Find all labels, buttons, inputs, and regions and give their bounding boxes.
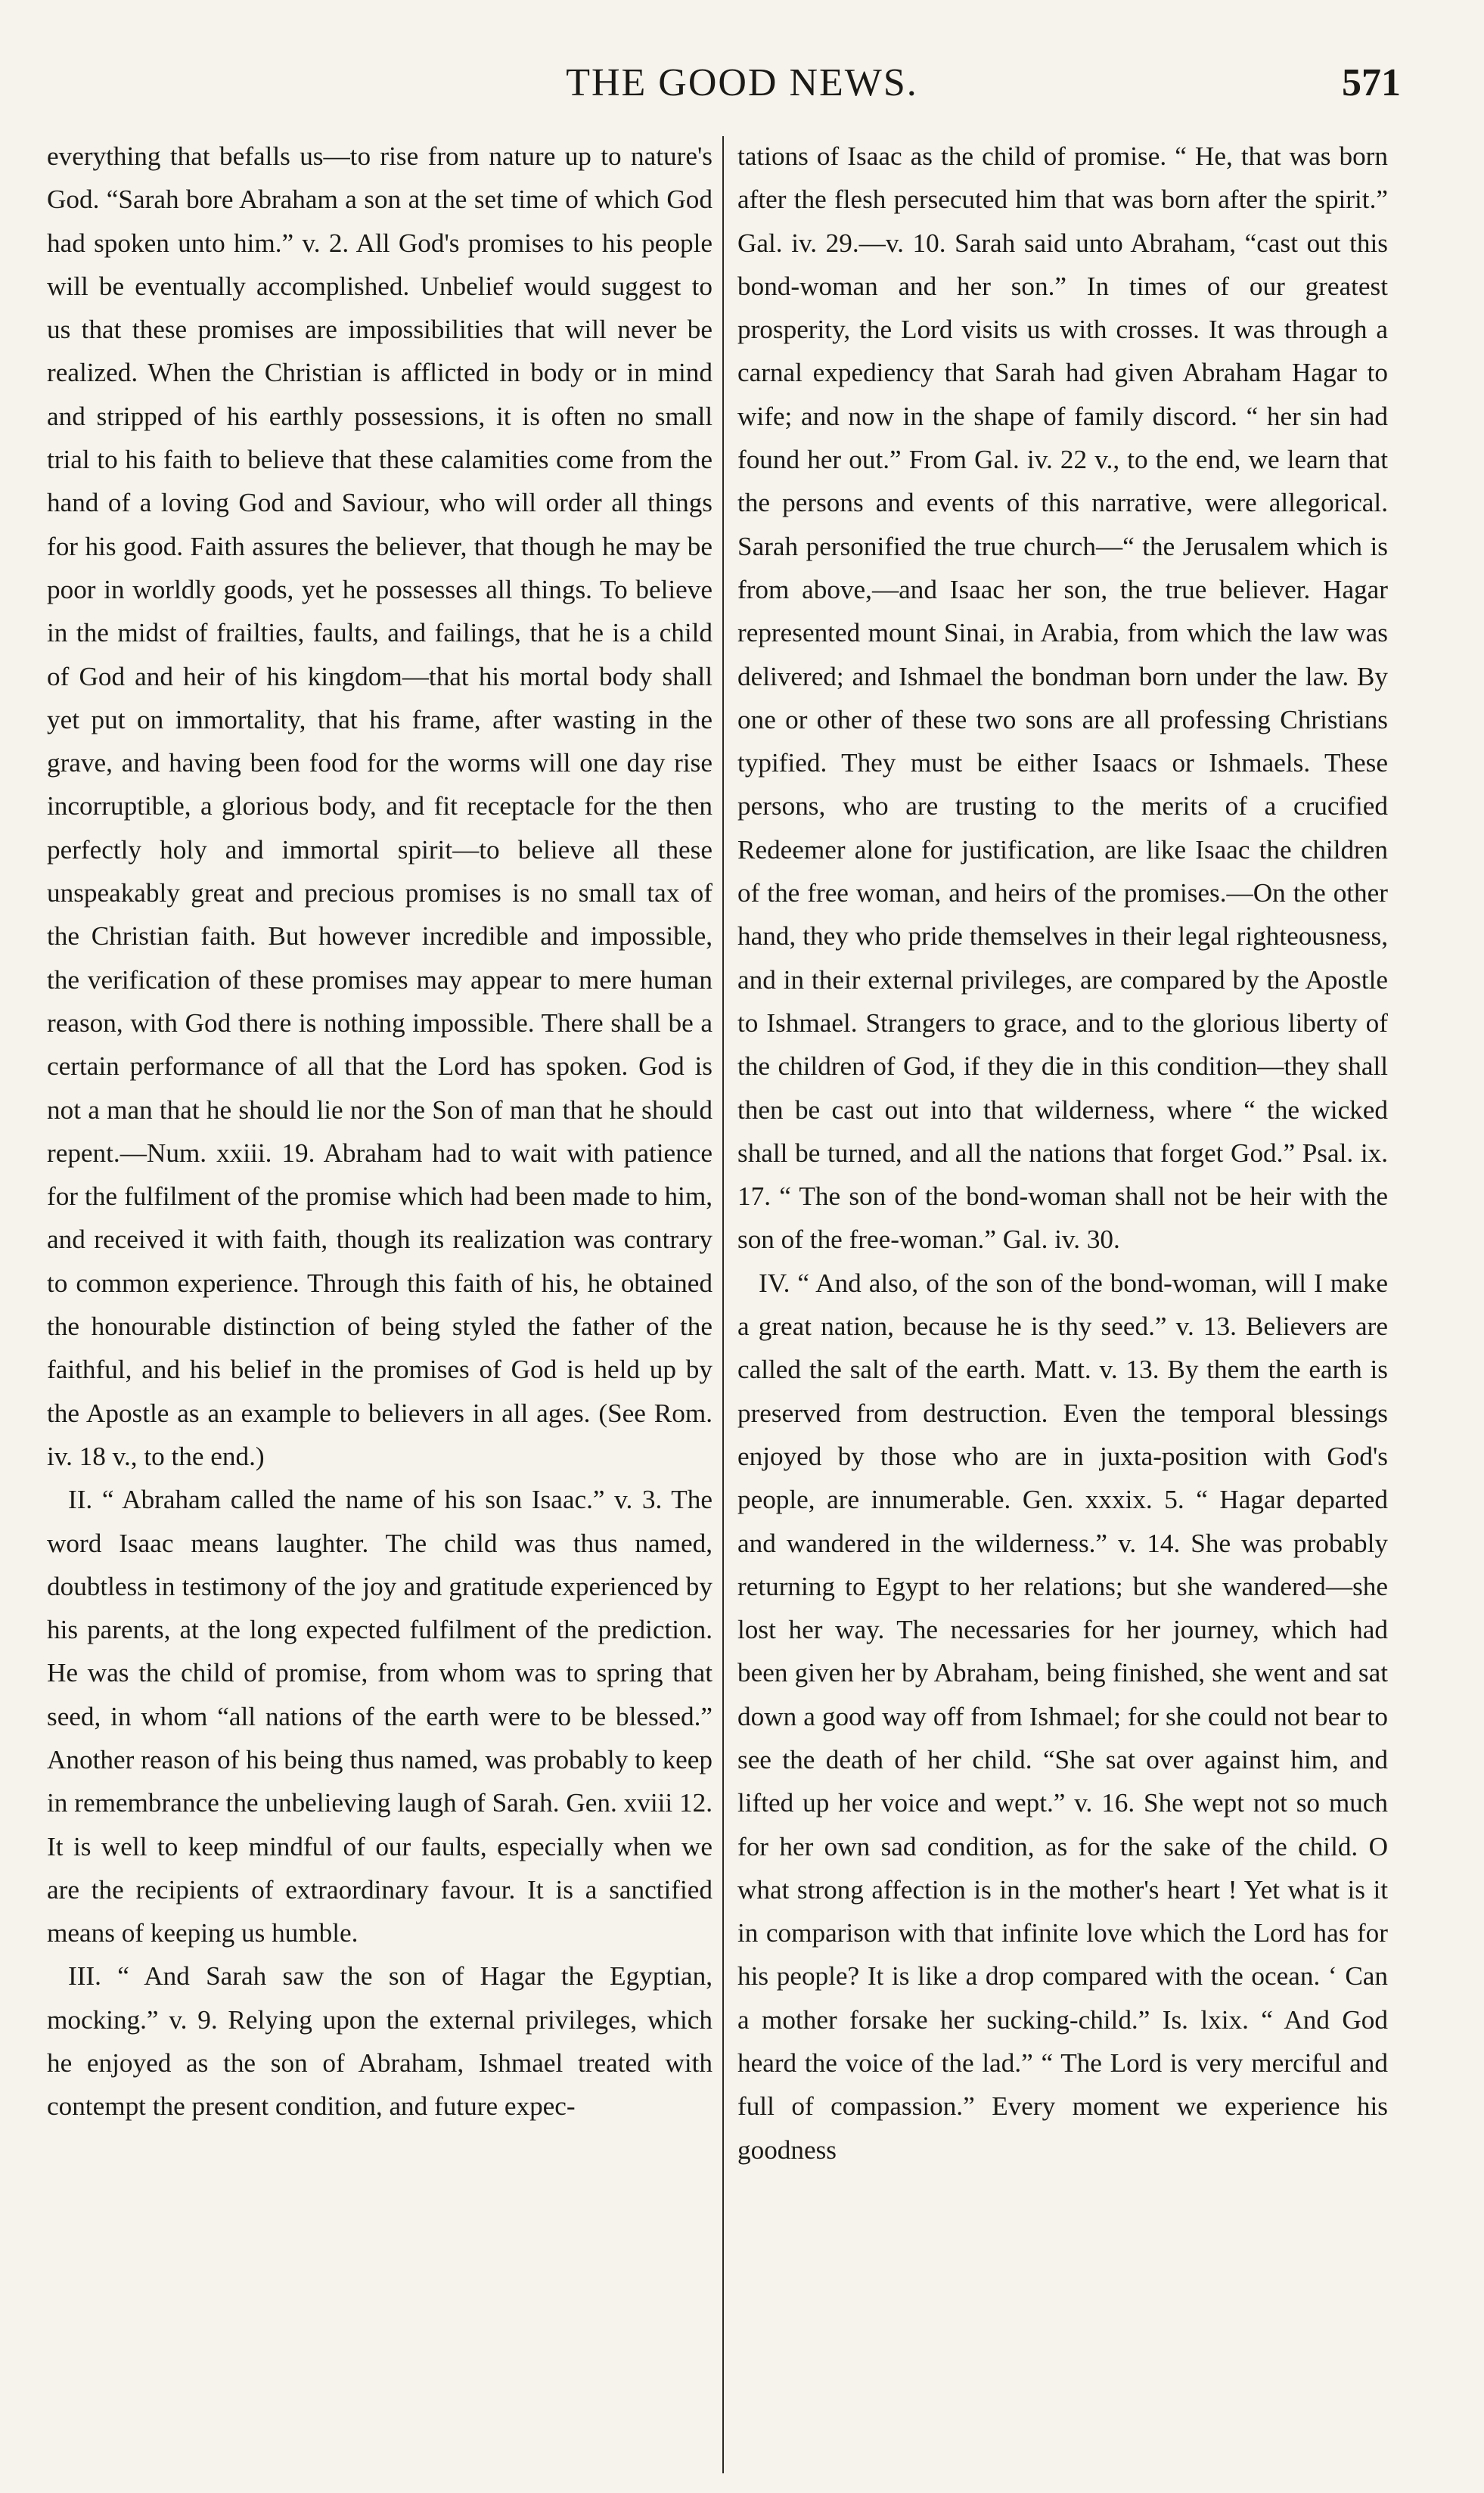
paragraph: II. “ Abraham called the name of his son Isaac.” v. 3. The word Isaac means laughter. The child was thus named, doubtless in testimony of the joy and gratitude experienced by his parents, at the long expected fulfilment of the prediction. He was the child of promise, from whom was to spring that seed, in whom “all nations of the earth were to be blessed.” Another reason of his being thus named, was probably to keep in remembrance the unbelieving laugh of Sarah. Gen. xviii 12. It is well to keep mindful of our faults, especially when we are the recipients of extraordinary favour. It is a sanctified means of keeping us humble. (47, 1485, 713, 1948)
paragraph: III. “ And Sarah saw the son of Hagar the Egyptian, mocking.” v. 9. Relying upon the external privileges, which he enjoyed as the son of Abraham, Ishmael treated with contempt the present condition, and future expec- (47, 1961, 713, 2122)
page-header (0, 53, 1484, 113)
paragraph: everything that befalls us—to rise from nature up to nature's God. “Sarah bore Abraham a son at the set time of which God had spoken unto him.” v. 2. All God's promises to his people will be eventually accomplished. Unbelief would suggest to us that these promises are impossibilities that will never be realized. When the Christian is afflicted in body or in mind and stripped of his earthly possessions, it is often no small trial to his faith to believe that these calamities come from the hand of a loving God and Saviour, who will order all things for his good. Faith assures the believer, that though he may be poor in worldly goods, yet he possesses all things. To believe in the midst of frailties, faults, and failings, that he is a child of God and heir of his kingdom—that his mortal body shall yet put on immortality, that his frame, after wasting in the grave, and having been food for the worms will one day rise incorruptible, a glorious body, and fit receptacle for the then perfectly holy and immortal spirit—to believe all these unspeakably great and precious promises is no small tax of the Christian faith. But however incredible and impossible, the verification of these promises may appear to mere human reason, with God there is nothing impossible. There shall be a certain performance of all that the Lord has spoken. God is not a man that he should lie nor the Son of man that he should repent.—Num. xxiii. 19. Abraham had to wait with patience for the fulfilment of the promise which had been made to him, and received it with faith, though its realization was contrary to common experience. Through this faith of his, he obtained the honourable distinction of being styled the father of the faithful, and his belief in the promises of God is held up by the Apostle as an example to believers in all ages. (See Rom. iv. 18 v., to the end.) (47, 141, 713, 1471)
column-divider (722, 136, 724, 2473)
running-title: THE GOOD NEWS. (566, 61, 918, 104)
left-column (47, 135, 713, 2464)
right-column (737, 135, 1388, 2464)
page-number: 571 (1342, 61, 1401, 104)
paragraph: tations of Isaac as the child of promise. “ He, that was born after the flesh persecuted him that was born after the spirit.” Gal. iv. 29.—v. 10. Sarah said unto Abraham, “cast out this bond-woman and her son.” In times of our greatest prosperity, the Lord visits us with crosses. It was through a carnal expediency that Sarah had given Abraham Hagar to wife; and now in the shape of family discord. “ her sin had found her out.” From Gal. iv. 22 v., to the end, we learn that the persons and events of this narrative, were allegorical. Sarah personified the true church—“ the Jerusalem which is from above,—and Isaac her son, the true believer. Hagar represented mount Sinai, in Arabia, from which the law was delivered; and Ishmael the bondman born under the law. By one or other of these two sons are all professing Christians typified. They must be either Isaacs or Ishmaels. These persons, who are trusting to the merits of a crucified Redeemer alone for justification, are like Isaac the children of the free woman, and heirs of the promises.—On the other hand, they who pride themselves in their legal righteousness, and in their external privileges, are compared by the Apostle to Ishmael. Strangers to grace, and to the glorious liberty of the children of God, if they die in this condition—they shall then be cast out into that wilderness, where “ the wicked shall be turned, and all the nations that forget God.” Psal. ix. 17. “ The son of the bond-woman shall not be heir with the son of the free-woman.” Gal. iv. 30. (737, 141, 1388, 1255)
paragraph: IV. “ And also, of the son of the bond-woman, will I make a great nation, because he is thy seed.” v. 13. Believers are called the salt of the earth. Matt. v. 13. By them the earth is preserved from destruction. Even the temporal blessings enjoyed by those who are in juxta-position with God's people, are innumerable. Gen. xxxix. 5. “ Hagar departed and wandered in the wilderness.” v. 14. She was probably returning to Egypt to her relations; but she wandered—she lost her way. The necessaries for her journey, which had been given her by Abraham, being finished, she went and sat down a good way off from Ishmael; for she could not bear to see the death of her child. “She sat over against him, and lifted up her voice and wept.” v. 16. She wept not so much for her own sad condition, as for the sake of the child. O what strong affection is in the mother's heart ! Yet what is it in comparison with that infinite love which the Lord has for his people? It is like a drop compared with the ocean. ‘ Can a mother forsake her sucking-child.” Is. lxix. “ And God heard the voice of the lad.” “ The Lord is very merciful and full of compassion.” Every moment we experience his goodness (737, 1268, 1388, 2165)
